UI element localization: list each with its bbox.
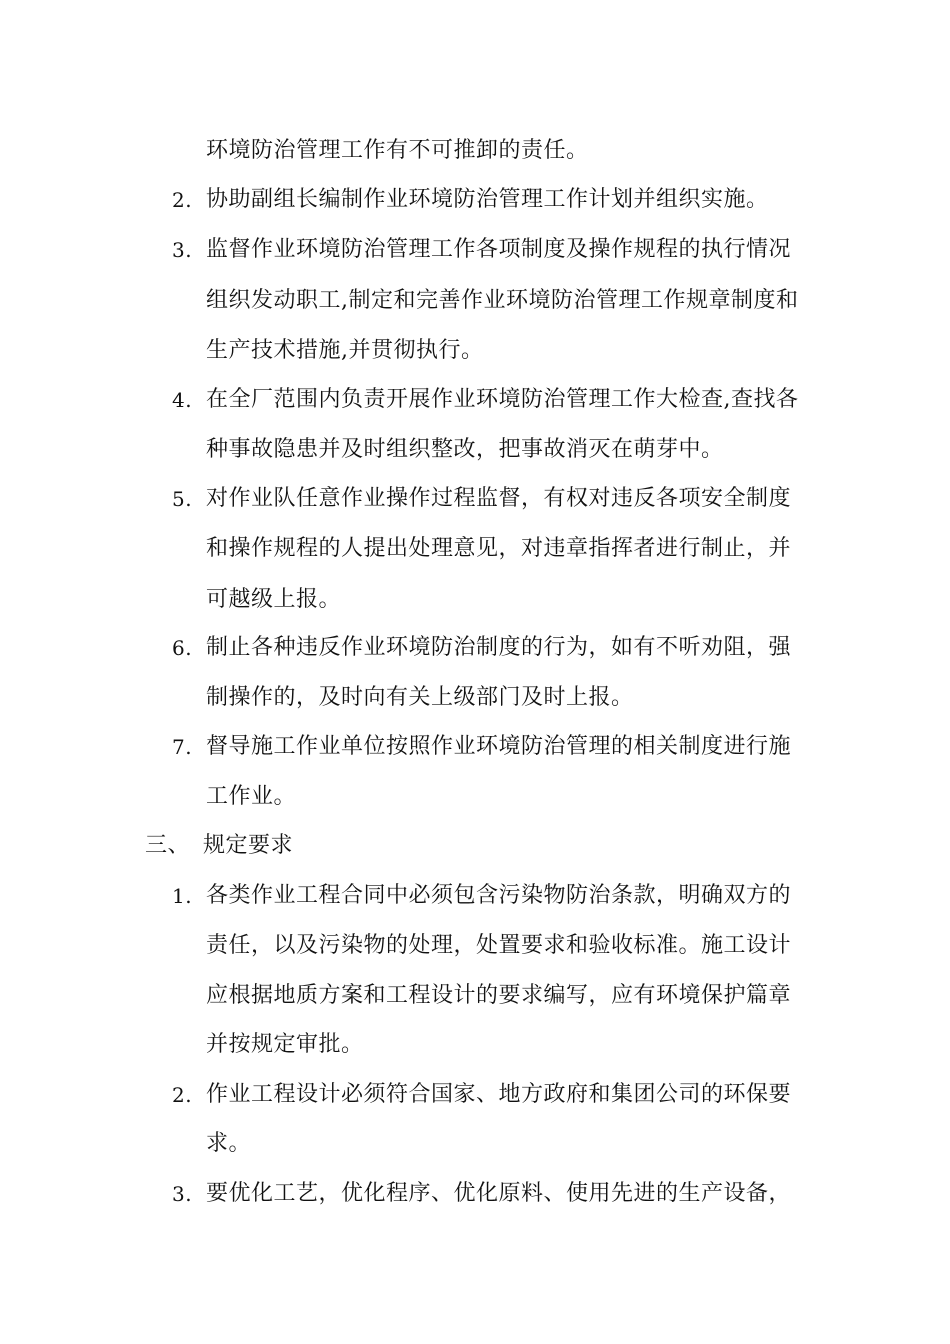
list-item-text: 组织发动职工,制定和完善作业环境防治管理工作规章制度和 [206, 288, 799, 313]
list-item-text: 作业工程设计必须符合国家、地方政府和集团公司的环保要 [206, 1082, 792, 1107]
list-item-text: 制止各种违反作业环境防治制度的行为，如有不听劝阻，强 [206, 635, 792, 660]
list-item-text: 工作业。 [206, 784, 297, 809]
section-number: 三、 [145, 833, 191, 858]
list-item-text: 要优化工艺，优化程序、优化原料、使用先进的生产设备， [206, 1181, 792, 1206]
list-item-text: 种事故隐患并及时组织整改，把事故消灭在萌芽中。 [206, 437, 724, 462]
list-number: 3. [172, 1182, 193, 1206]
list-number: 5. [172, 487, 193, 511]
list-number: 3. [172, 238, 193, 262]
list-item-text: 督导施工作业单位按照作业环境防治管理的相关制度进行施 [206, 734, 792, 759]
list-item-text: 对作业队任意作业操作过程监督，有权对违反各项安全制度 [206, 486, 792, 511]
list-item-text: 在全厂范围内负责开展作业环境防治管理工作大检查,查找各 [206, 387, 799, 412]
list-number: 2. [172, 188, 193, 212]
list-number: 7. [172, 735, 193, 759]
list-number: 1. [172, 884, 193, 908]
list-item-text: 和操作规程的人提出处理意见，对违章指挥者进行制止，并 [206, 536, 792, 561]
section-title: 规定要求 [203, 833, 294, 858]
list-item-text: 制操作的，及时向有关上级部门及时上报。 [206, 685, 634, 710]
list-number: 2. [172, 1083, 193, 1107]
list-item-text: 责任，以及污染物的处理，处置要求和验收标准。施工设计 [206, 933, 792, 958]
list-item-text: 求。 [206, 1131, 252, 1156]
list-item-text: 协助副组长编制作业环境防治管理工作计划并组织实施。 [206, 187, 769, 212]
list-item-text: 生产技术措施,并贯彻执行。 [206, 338, 484, 363]
list-item-text: 监督作业环境防治管理工作各项制度及操作规程的执行情况 [206, 237, 792, 262]
list-item-text: 应根据地质方案和工程设计的要求编写，应有环境保护篇章 [206, 983, 792, 1008]
list-item-text: 并按规定审批。 [206, 1032, 364, 1057]
list-item-text: 可越级上报。 [206, 587, 342, 612]
list-number: 4. [172, 388, 193, 412]
list-item-text: 各类作业工程合同中必须包含污染物防治条款，明确双方的 [206, 883, 792, 908]
continuation-text: 环境防治管理工作有不可推卸的责任。 [206, 138, 589, 163]
list-number: 6. [172, 636, 193, 660]
